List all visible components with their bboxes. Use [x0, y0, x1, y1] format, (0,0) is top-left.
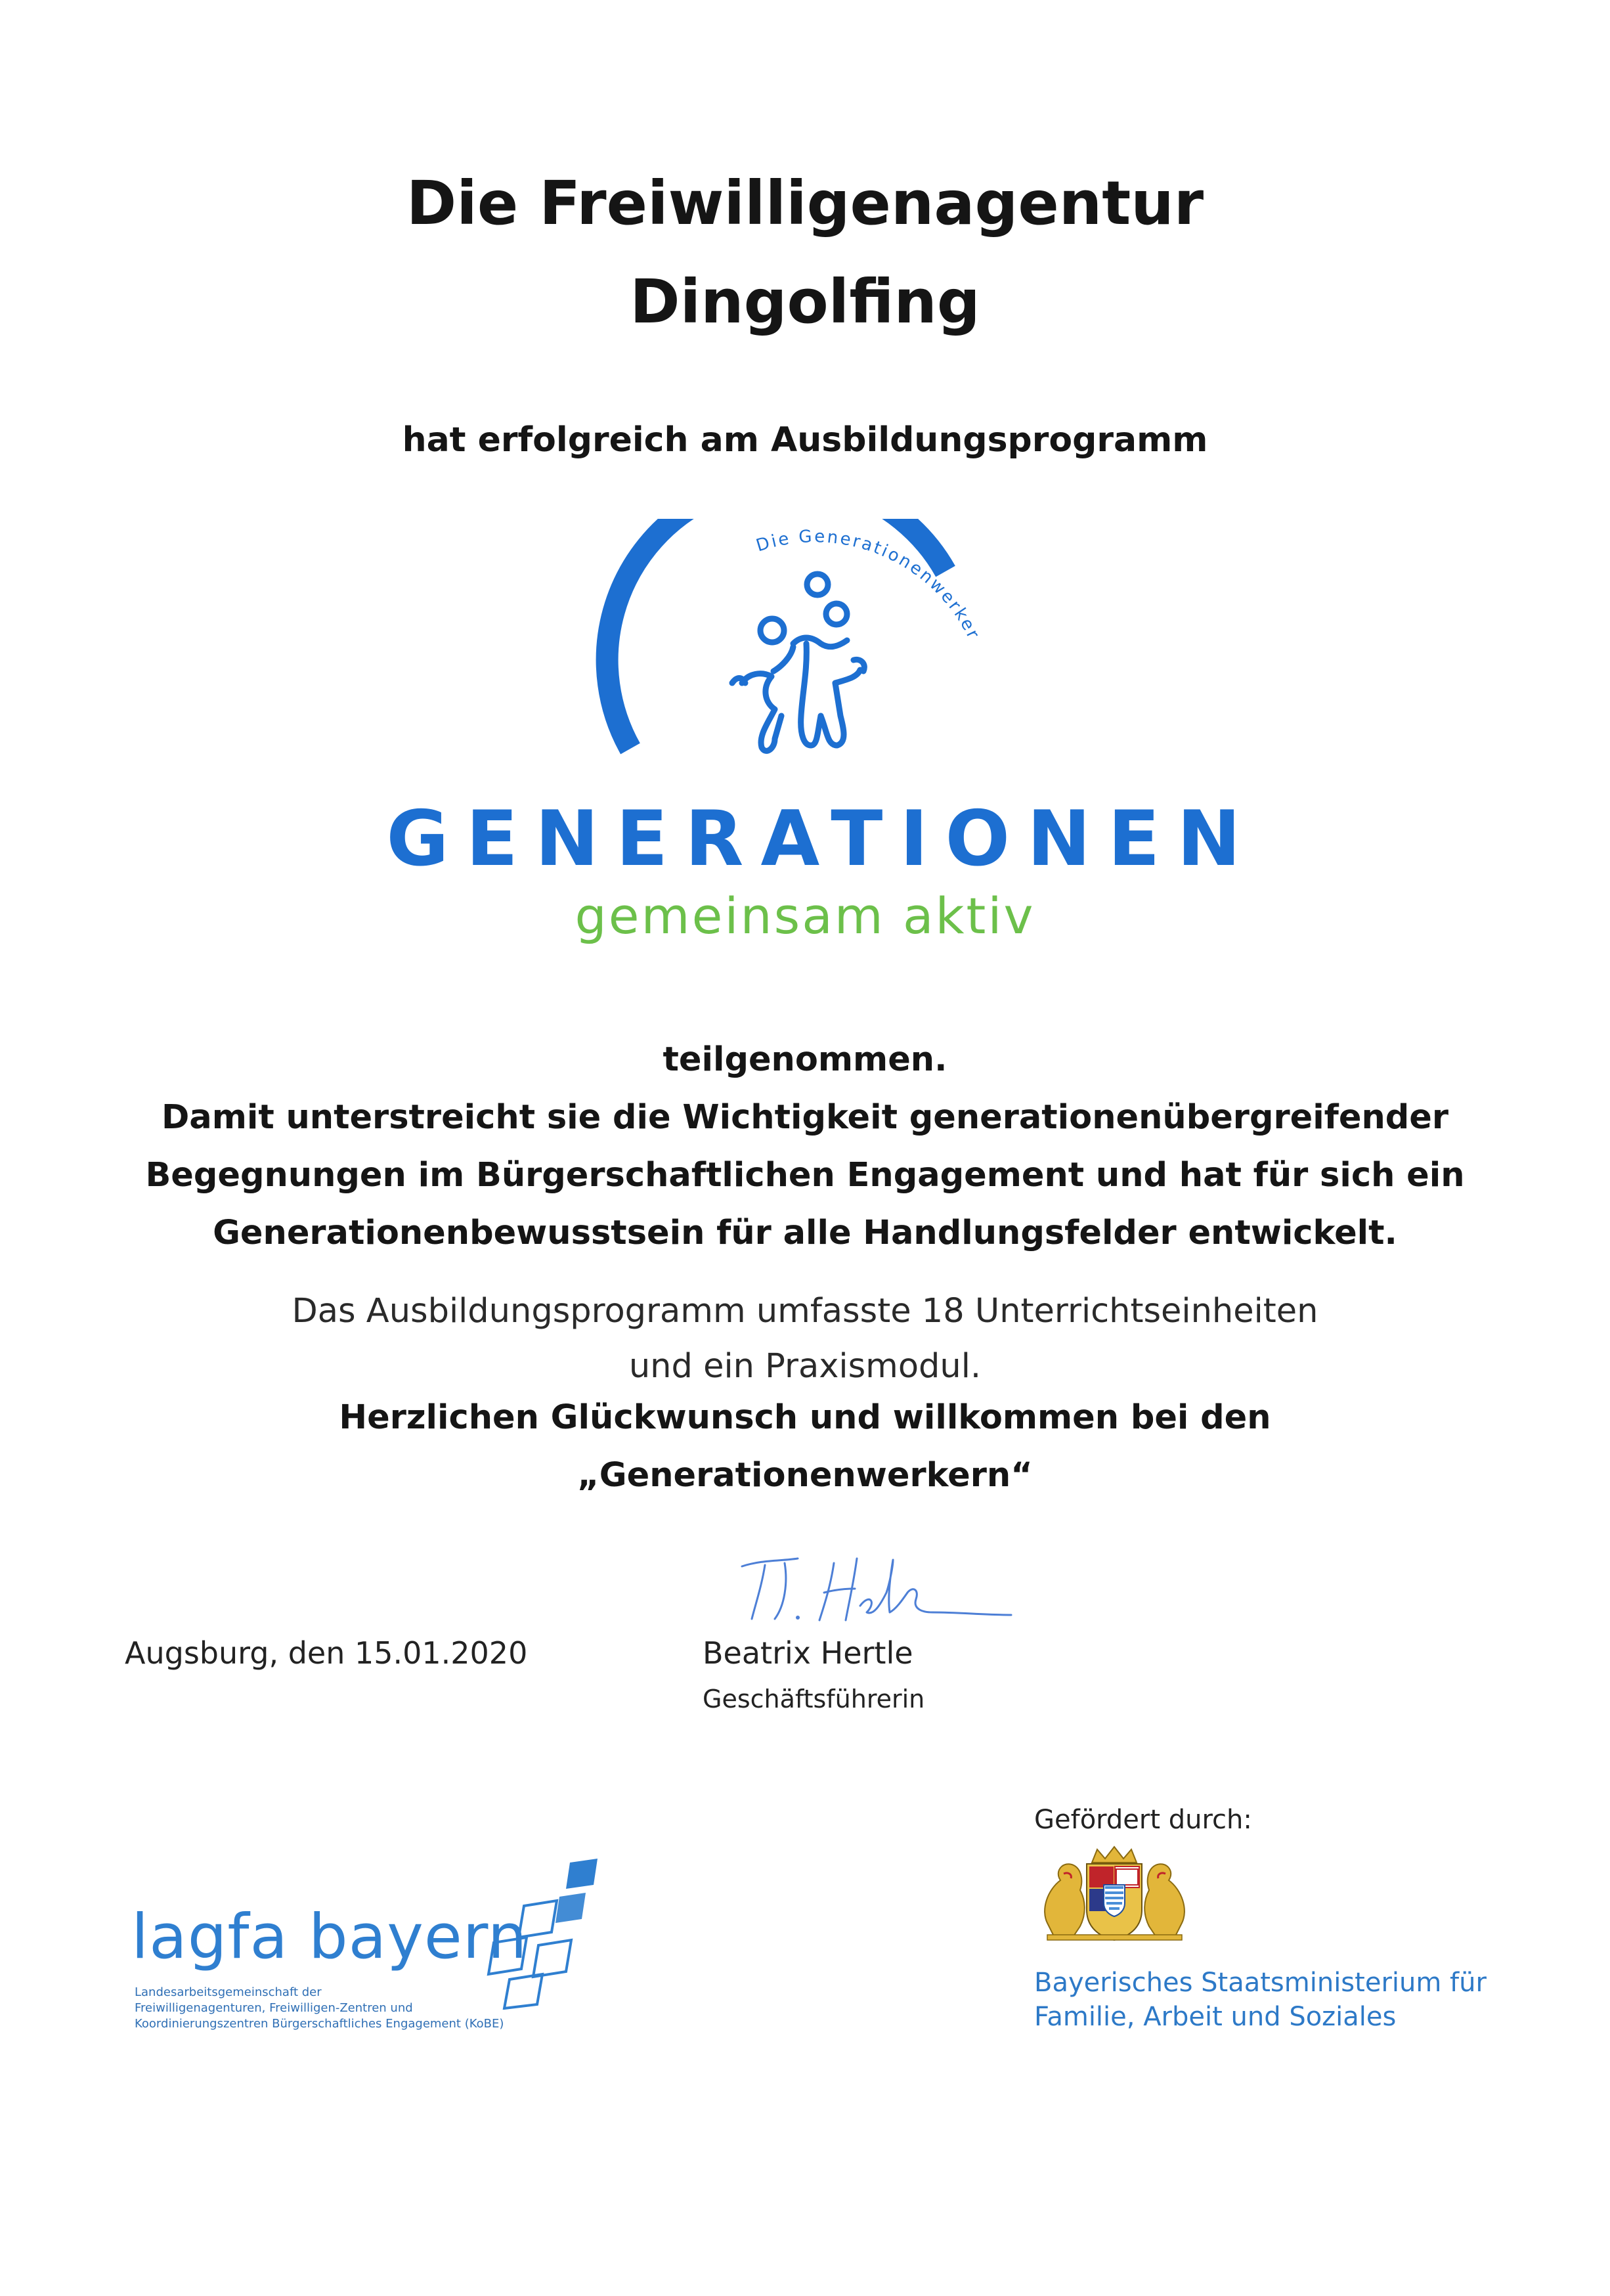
body-line: teilgenommen. [663, 1040, 947, 1079]
details-line: und ein Praxismodul. [628, 1347, 982, 1386]
title-line-2: Dingolfing [630, 267, 980, 337]
lagfa-wordmark: lagfa bayern [131, 1901, 528, 1973]
signature-graphic [735, 1547, 1018, 1632]
place-and-date: Augsburg, den 15.01.2020 [125, 1635, 528, 1671]
ministry-line: Familie, Arbeit und Soziales [1034, 2002, 1397, 2032]
congrats-line: Herzlichen Glückwunsch und willkommen bei den [339, 1398, 1271, 1437]
lagfa-description [135, 1985, 504, 2032]
generationen-wordmark: GENERATIONEN [386, 795, 1258, 883]
signer-role: Geschäftsführerin [703, 1685, 925, 1713]
svg-text:Die Generationenwerker [754, 527, 984, 644]
lagfa-description-line: Koordinierungszentren Bürgerschaftliches Engagement (KoBE) [135, 2017, 504, 2031]
ministry-name [1034, 1966, 1487, 2034]
details-line: Das Ausbildungsprogramm umfasste 18 Unterrichtseinheiten [292, 1292, 1318, 1331]
people-figures-icon [732, 574, 864, 751]
ministry-line: Bayerisches Staatsministerium für [1034, 1968, 1487, 1998]
body-line: Damit unterstreicht sie die Wichtigkeit generationenübergreifender [161, 1098, 1449, 1137]
funded-by-label: Gefördert durch: [1034, 1805, 1252, 1835]
lagfa-description-line: Freiwilligenagenturen, Freiwilligen-Zentren und [135, 2001, 413, 2015]
signer-name: Beatrix Hertle [703, 1635, 913, 1671]
body-line: Generationenbewusstsein für alle Handlungsfelder entwickelt. [213, 1214, 1397, 1252]
lagfa-description-line: Landesarbeitsgemeinschaft der [135, 1985, 322, 1999]
congrats-line: „Generationenwerkern“ [577, 1456, 1033, 1495]
certificate-title [0, 154, 1610, 351]
title-line-1: Die Freiwilligenagentur [406, 168, 1204, 238]
generationen-subtitle: gemeinsam aktiv [575, 887, 1035, 945]
bavarian-coat-of-arms-icon [1034, 1844, 1195, 1943]
body-line: Begegnungen im Bürgerschaftlichen Engagement und hat für sich ein [145, 1156, 1465, 1195]
congratulations [0, 1389, 1610, 1505]
intro-text: hat erfolgreich am Ausbildungsprogramm [402, 420, 1208, 460]
program-details [0, 1284, 1610, 1394]
body-bold-block [0, 1031, 1610, 1262]
emblem-arc-text: Die Generationenwerker [754, 527, 984, 644]
